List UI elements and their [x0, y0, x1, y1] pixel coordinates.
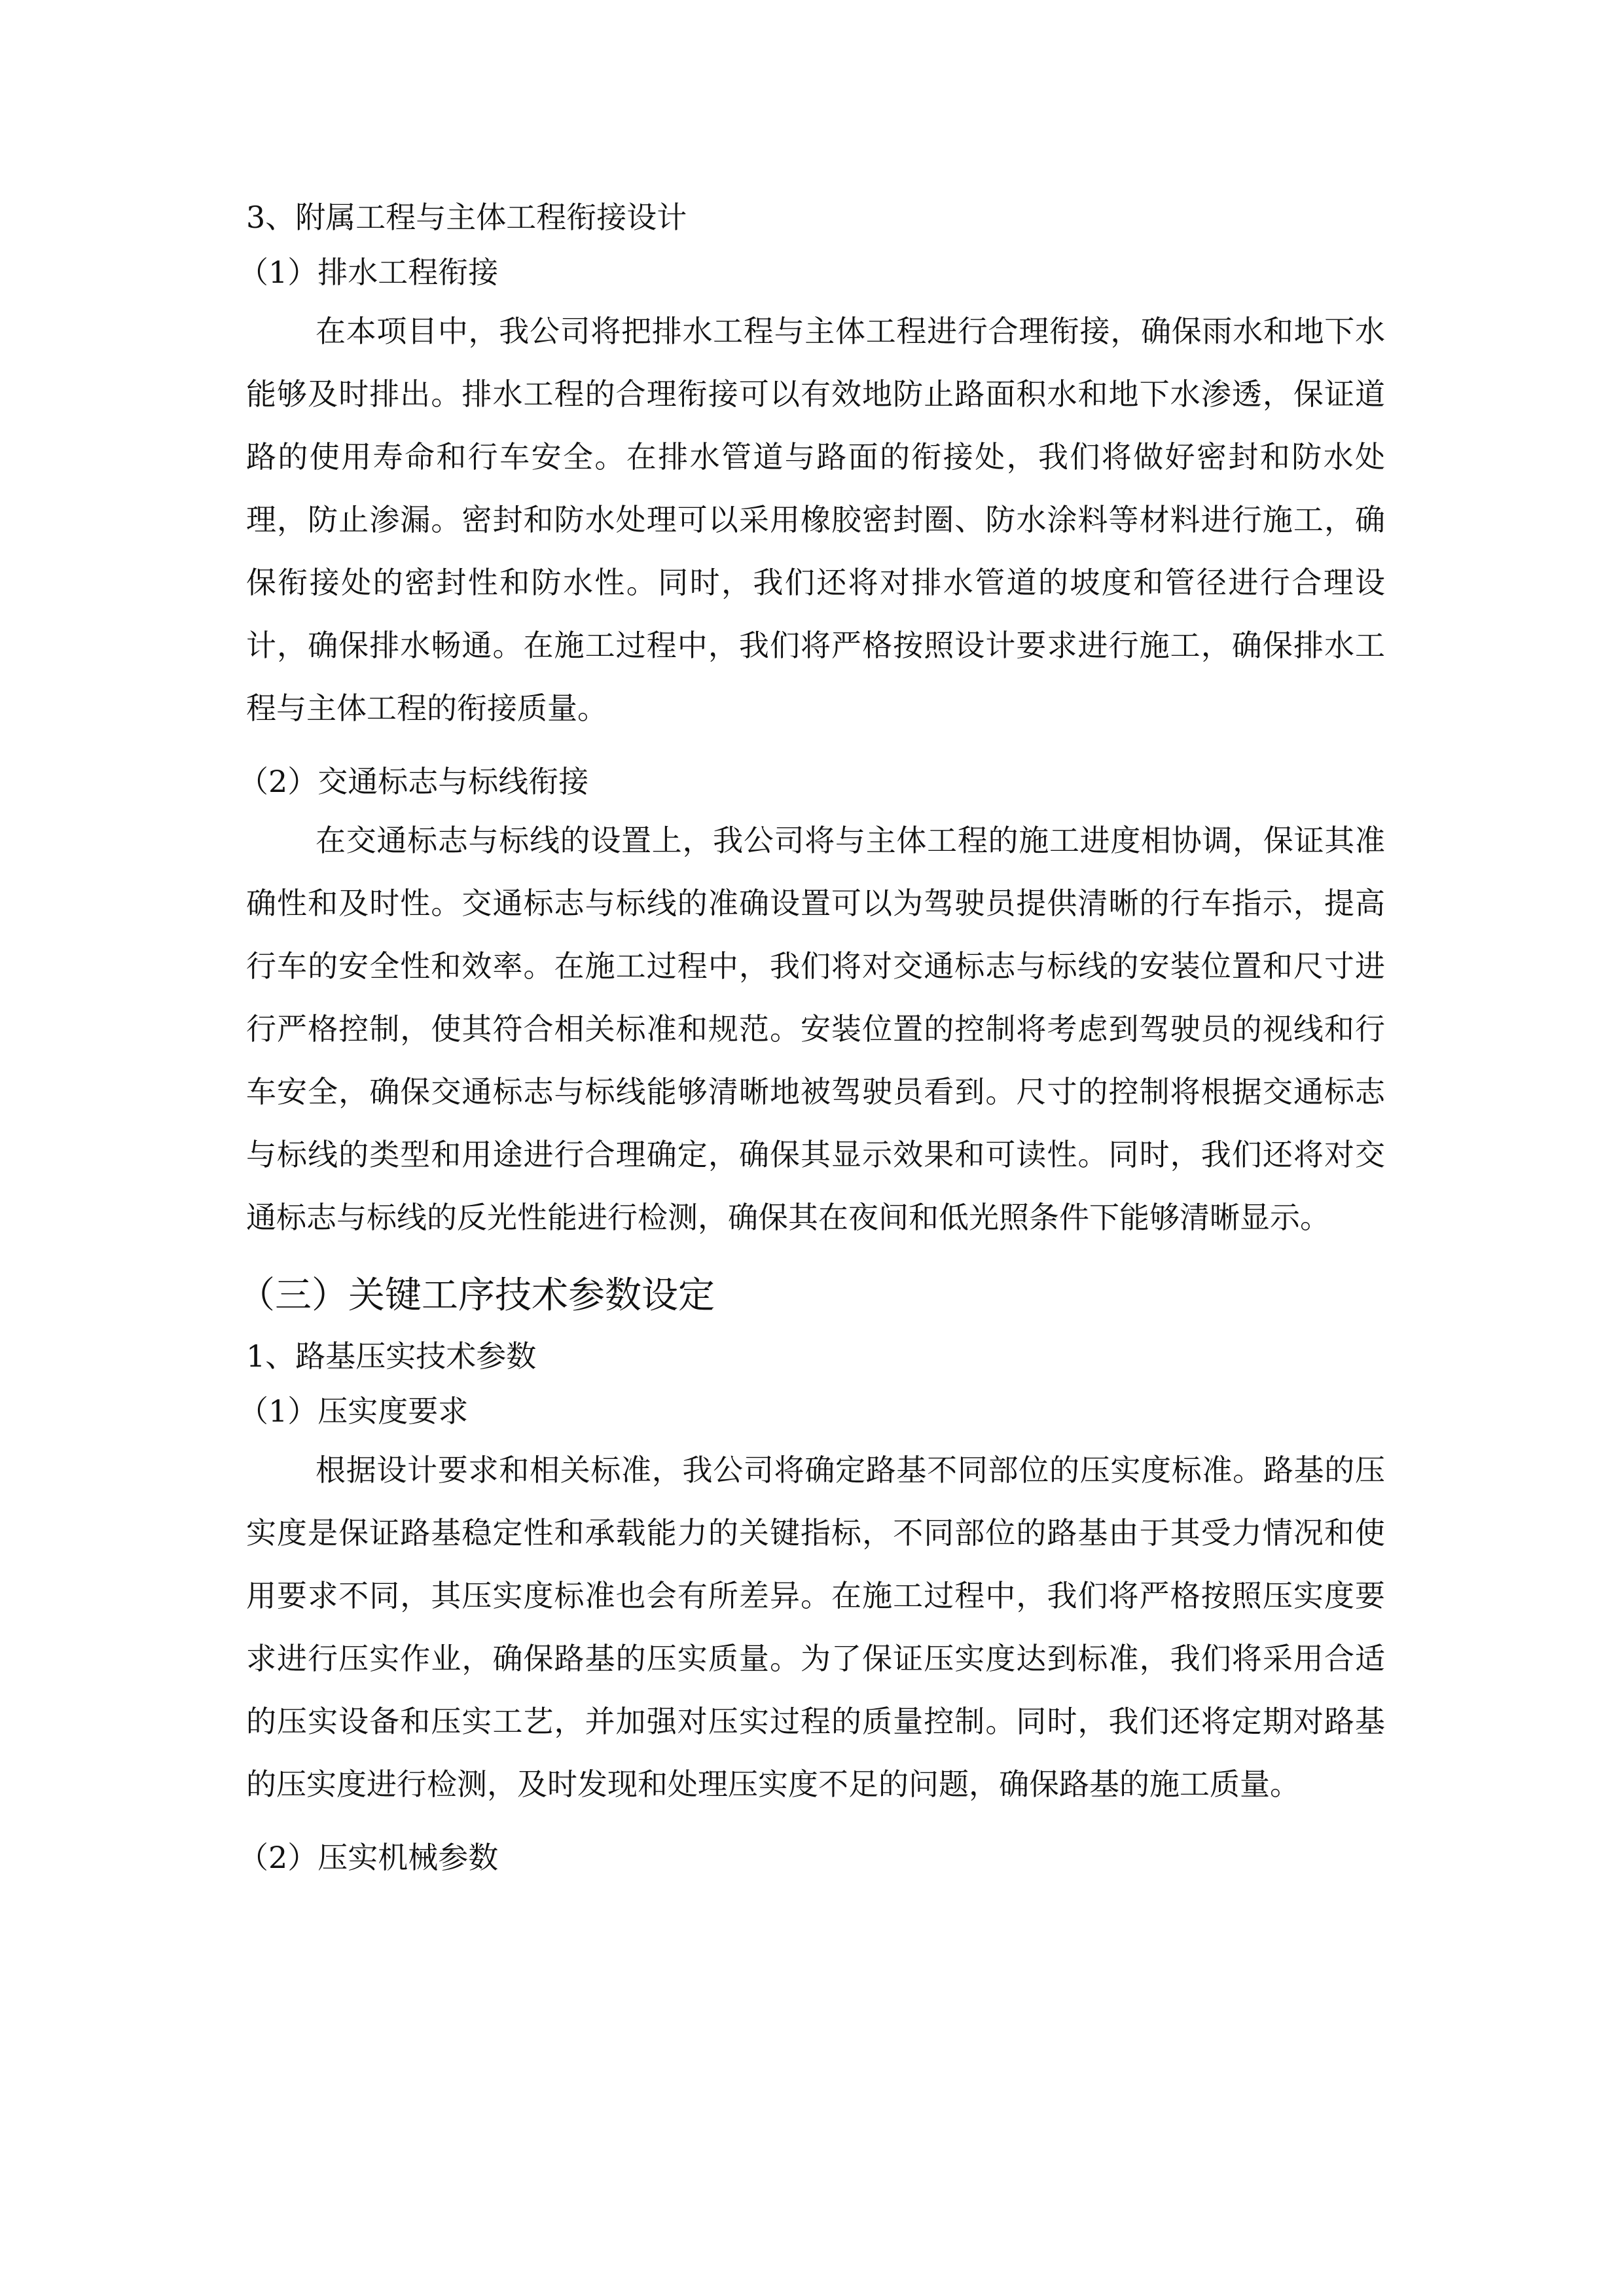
section-heading-key-process: （三）关键工序技术参数设定: [238, 1274, 715, 1317]
paragraph-drainage: 在本项目中，我公司将把排水工程与主体工程进行合理衔接，确保雨水和地下水能够及时排出。排水工程的合理衔接可以有效地防止路面积水和地下水渗透，保证道路的使用寿命和行车安全。在排水管道与路面的衔接处，我们将做好密封和防水处理，防止渗漏。密封和防水处理可以采用橡胶密封圈、防水涂料等材料进行施工，确保衔接处的密封性和防水性。同时，我们还将对排水管道的坡度和管径进行合理设计，确保排水畅通。在施工过程中，我们将严格按照设计要求进行施工，确保排水工程与主体工程的衔接质量。: [246, 314, 1385, 726]
item-compaction-degree: （1）压实度要求: [238, 1393, 469, 1429]
subheading-subgrade-compaction: 1、路基压实技术参数: [246, 1338, 537, 1374]
paragraph-compaction-degree: 根据设计要求和相关标准，我公司将确定路基不同部位的压实度标准。路基的压实度是保证路基稳定性和承载能力的关键指标，不同部位的路基由于其受力情况和使用要求不同，其压实度标准也会有所差异。在施工过程中，我们将严格按照压实度要求进行压实作业，确保路基的压实质量。为了保证压实度达到标准，我们将采用合适的压实设备和压实工艺，并加强对压实过程的质量控制。同时，我们还将定期对路基的压实度进行检测，及时发现和处理压实度不足的问题，确保路基的施工质量。: [246, 1452, 1385, 1802]
paragraph-traffic-signs: 在交通标志与标线的设置上，我公司将与主体工程的施工进度相协调，保证其准确性和及时性。交通标志与标线的准确设置可以为驾驶员提供清晰的行车指示，提高行车的安全性和效率。在施工过程中，我们将对交通标志与标线的安装位置和尺寸进行严格控制，使其符合相关标准和规范。安装位置的控制将考虑到驾驶员的视线和行车安全，确保交通标志与标线能够清晰地被驾驶员看到。尺寸的控制将根据交通标志与标线的类型和用途进行合理确定，确保其显示效果和可读性。同时，我们还将对交通标志与标线的反光性能进行检测，确保其在夜间和低光照条件下能够清晰显示。: [246, 823, 1385, 1235]
document-body: [238, 190, 1385, 1885]
subheading-attached-works: 3、附属工程与主体工程衔接设计: [246, 200, 687, 235]
item-compaction-machinery: （2）压实机械参数: [238, 1840, 499, 1875]
item-drainage-connection: （1）排水工程衔接: [238, 255, 499, 290]
item-traffic-signs-connection: （2）交通标志与标线衔接: [238, 764, 589, 799]
